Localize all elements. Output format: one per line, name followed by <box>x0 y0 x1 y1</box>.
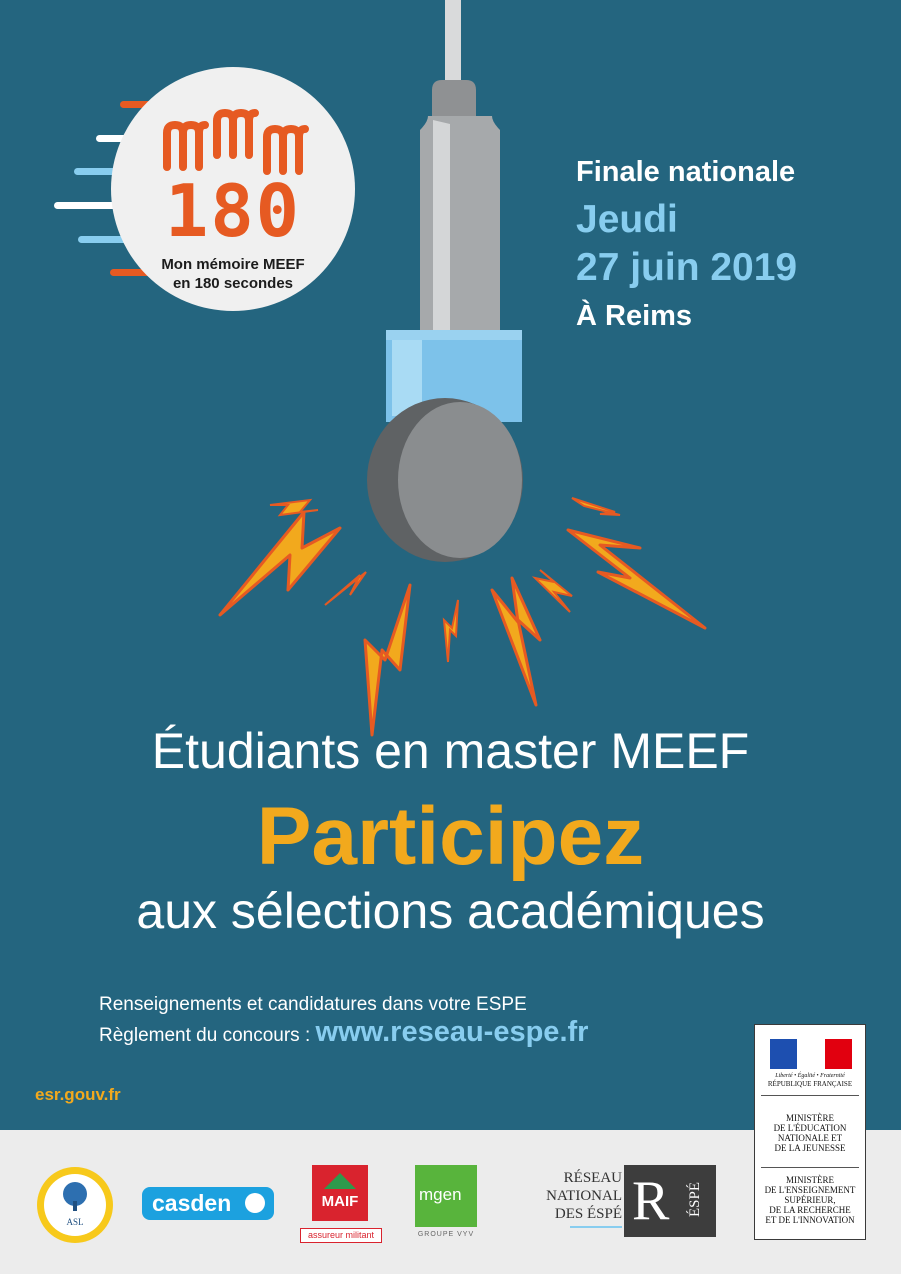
ministry-education-line: MINISTÈRE <box>786 1113 834 1123</box>
espe-underline <box>570 1226 622 1228</box>
ministry-research <box>755 1175 865 1225</box>
ministry-education <box>755 1113 865 1153</box>
headline-line3: aux sélections académiques <box>136 883 765 939</box>
republic-motto: Liberté • Égalité • Fraternité <box>775 1073 845 1079</box>
esr-gouv-link[interactable]: esr.gouv.fr <box>35 1085 121 1104</box>
ministry-research-line: DE LA RECHERCHE <box>769 1205 851 1215</box>
microphone-illustration <box>200 0 720 740</box>
rules-url-link[interactable]: www.reseau-espe.fr <box>315 1016 589 1048</box>
casden-symbol-icon <box>245 1193 265 1213</box>
headline-participez: Participez <box>256 791 645 882</box>
asl-logo <box>37 1167 113 1243</box>
espe-square <box>624 1165 716 1237</box>
casden-label: casden <box>152 1190 232 1216</box>
espe-line1: RÉSEAU <box>563 1170 622 1186</box>
maif-roof-icon <box>322 1169 358 1191</box>
headline-line1: Étudiants en master MEEF <box>151 723 750 779</box>
republic-label: RÉPUBLIQUE FRANÇAISE <box>767 1080 853 1088</box>
espe-vertical: ÉSPÉ <box>687 1181 704 1218</box>
espe-letter: R <box>632 1170 670 1232</box>
mgen-logo <box>415 1165 477 1227</box>
maif-label: MAIF <box>321 1193 359 1210</box>
ministry-logo <box>754 1024 866 1240</box>
tree-icon <box>57 1181 93 1213</box>
logo-subtitle-line1: Mon mémoire MEEF <box>161 256 305 273</box>
espe-logo <box>528 1170 728 1242</box>
ministry-research-line: MINISTÈRE <box>786 1175 834 1185</box>
mgen-label: mgen <box>419 1185 462 1204</box>
event-date: 27 juin 2019 <box>576 246 798 289</box>
ministry-research-line: DE L'ENSEIGNEMENT <box>764 1185 856 1195</box>
mgen-tagline: GROUPE VYV <box>417 1231 475 1238</box>
espe-line2: NATIONAL <box>546 1188 622 1204</box>
espe-line3: DES ÉSPÉ <box>554 1206 622 1222</box>
ministry-education-line: DE LA JEUNESSE <box>774 1143 846 1153</box>
event-day: Jeudi <box>576 198 678 241</box>
rules-line <box>99 1016 588 1049</box>
asl-label: ASL <box>66 1217 84 1227</box>
casden-logo <box>142 1187 274 1220</box>
ministry-education-line: DE L'ÉDUCATION <box>773 1123 847 1133</box>
maif-tagline: assureur militant <box>300 1228 382 1243</box>
rules-label: Règlement du concours : <box>99 1025 311 1046</box>
ministry-research-line: SUPÉRIEUR, <box>784 1195 836 1205</box>
ministry-education-line: NATIONALE ET <box>777 1133 843 1143</box>
logo-number: 180 <box>164 169 302 253</box>
event-label: Finale nationale <box>576 156 796 188</box>
info-line: Renseignements et candidatures dans votre ESPE <box>99 994 527 1015</box>
maif-logo <box>312 1165 368 1221</box>
logo-subtitle-line2: en 180 secondes <box>172 275 294 292</box>
event-place: À Reims <box>576 300 693 332</box>
marianne-flag-icon <box>770 1039 852 1069</box>
ministry-research-line: ET DE L'INNOVATION <box>765 1215 855 1225</box>
